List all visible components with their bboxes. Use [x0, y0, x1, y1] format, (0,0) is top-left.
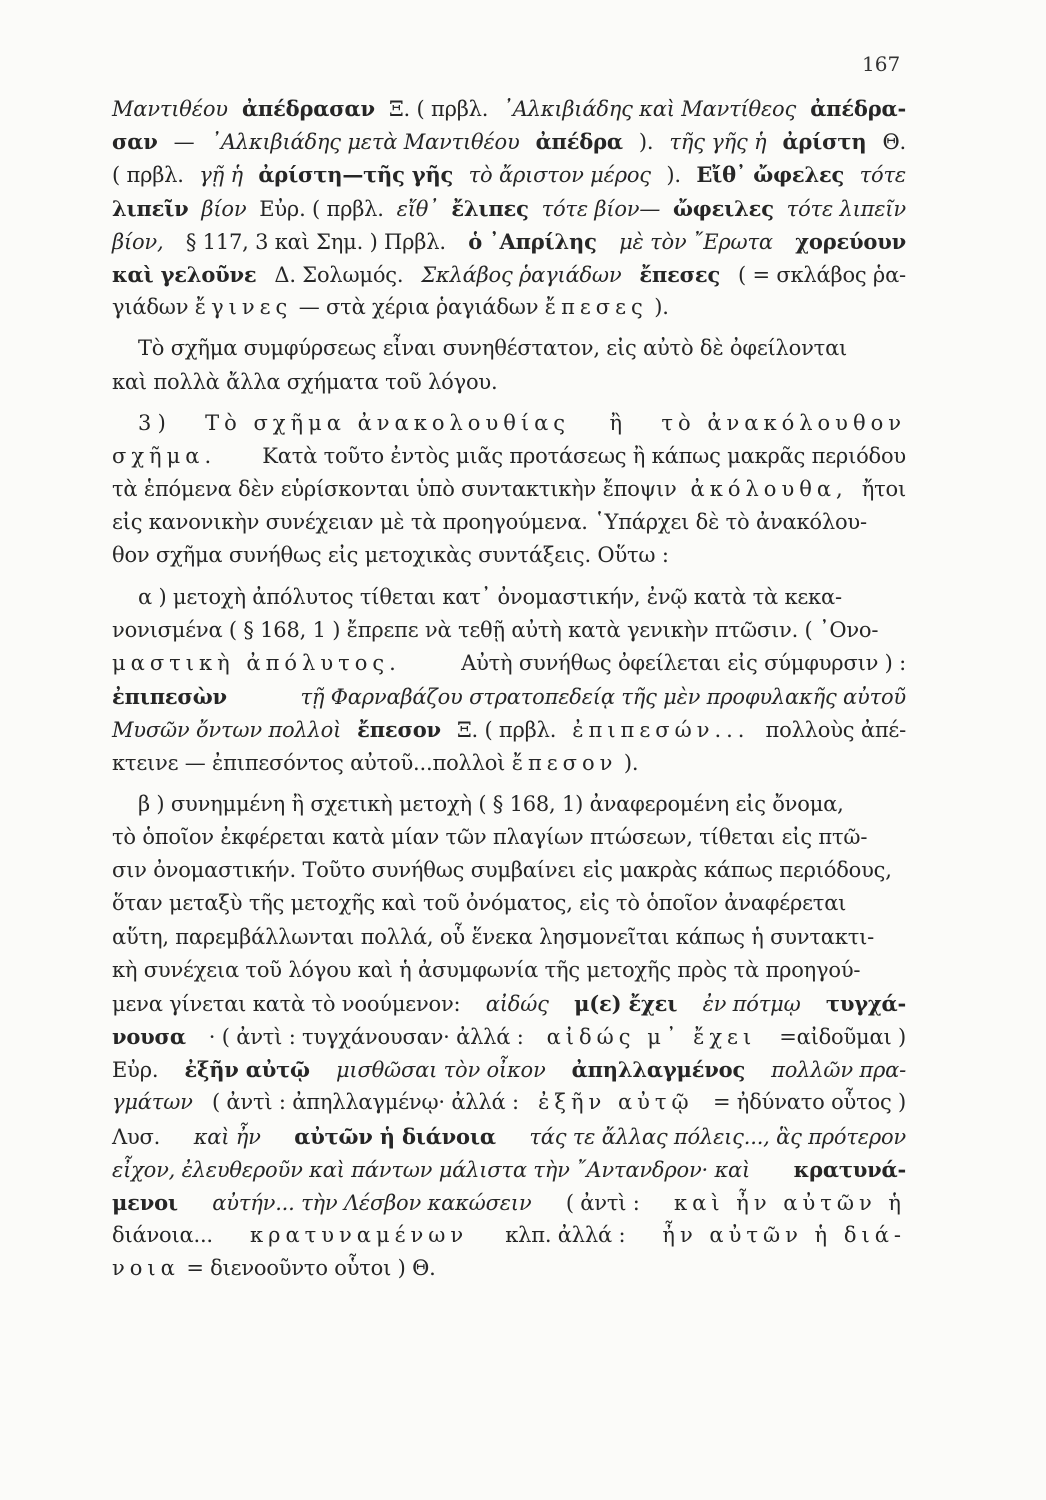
- text-segment: εἰς κανονικὴν συνέχειαν μὲ τὰ προηγούμενα. ῾Υπάρχει δὲ τὸ ἀνακόλου-: [112, 510, 867, 535]
- text-segment: κὴ συνέχεια τοῦ λόγου καὶ ἡ ἀσυμφωνία τῆς μετοχῆς πρὸς τὰ προηγού-: [112, 957, 861, 982]
- text-segment: ἤτοι: [861, 477, 906, 502]
- text-segment: μὲ τὸν ῎Ερωτα: [619, 229, 773, 254]
- text-line: [112, 1053, 906, 1086]
- text-segment: ).: [638, 130, 654, 155]
- text-segment: αἰδώς: [485, 991, 549, 1016]
- text-line: [112, 581, 906, 614]
- text-segment: β ) συνημμένη ἢ σχετικὴ μετοχὴ ( § 168, 1) ἀναφερομένη εἰς ὄνομα,: [138, 791, 844, 816]
- text-segment: Θ.: [882, 130, 906, 155]
- text-line: [112, 366, 906, 399]
- text-segment: ( ἀντὶ : ἀπηλλαγμένῳ· ἀλλά :: [211, 1090, 519, 1115]
- text-segment: σχῆμα.: [112, 443, 217, 468]
- text-segment: ἀπηλλαγμένος: [571, 1057, 746, 1083]
- text-segment: ( ἀντὶ :: [565, 1191, 640, 1215]
- text-segment: κτεινε — ἐπιπεσόντος αὐτοῦ...πολλοὶ: [112, 750, 506, 775]
- text-segment: βίον,: [112, 229, 164, 254]
- paragraph: [112, 92, 906, 324]
- text-segment: τότε βίον—: [541, 196, 661, 221]
- text-line: [112, 887, 906, 920]
- text-line: [112, 1120, 906, 1153]
- text-segment: Τὸ σχῆμα συμφύρσεως εἶναι συνηθέστατον, εἰς αὐτὸ δὲ ὀφείλονται: [138, 336, 848, 361]
- text-line: [112, 821, 906, 854]
- text-segment: ἀρίστη: [782, 129, 867, 155]
- text-segment: ἐπιπεσὼν: [112, 684, 227, 710]
- text-segment: =αἰδοῦμαι ): [779, 1025, 906, 1050]
- text-segment: μενοι: [112, 1190, 178, 1215]
- text-line: [112, 614, 906, 647]
- text-line: [112, 92, 906, 125]
- text-segment: Εὐρ.: [112, 1058, 159, 1083]
- text-line: [112, 747, 906, 780]
- text-segment: νοια: [112, 1256, 180, 1281]
- text-line: [112, 539, 906, 572]
- text-segment: καὶ ἦν: [193, 1124, 261, 1149]
- text-line: [112, 192, 906, 225]
- text-segment: = διενοοῦντο οὗτοι ) Θ.: [186, 1256, 436, 1281]
- text-segment: α ) μετοχὴ ἀπόλυτος τίθεται κατ᾽ ὀνομαστικήν, ἐνῷ κατὰ τὰ κεκα-: [138, 584, 842, 609]
- text-segment: Αὐτὴ συνήθως ὀφείλεται εἰς σύμφυρσιν ) :: [461, 651, 906, 675]
- text-segment: αὕτη, παρεμβάλλωνται πολλά, οὗ ἕνεκα λησμονεῖται κάπως ἡ συντακτι-: [112, 924, 875, 949]
- text-segment: λιπεῖν: [112, 195, 189, 221]
- text-segment: τὸ ἀνακόλουθον: [661, 410, 906, 435]
- text-segment: · ( ἀντὶ : τυγχάνουσαν· ἀλλά :: [208, 1025, 524, 1050]
- text-segment: ὤφειλες: [673, 195, 774, 221]
- text-segment: ἀπέδρα-: [810, 96, 906, 121]
- text-line: [112, 854, 906, 887]
- text-segment: κρατυνά-: [793, 1156, 906, 1182]
- text-segment: νουσα: [112, 1024, 186, 1050]
- text-segment: Σκλάβος ῥαγιάδων: [421, 262, 622, 287]
- text-segment: γμάτων: [112, 1090, 193, 1115]
- text-segment: ).: [666, 163, 681, 188]
- text-segment: ἔπεσες: [639, 261, 721, 287]
- text-segment: ἔγινες: [194, 295, 293, 320]
- text-line: [112, 1086, 906, 1119]
- text-segment: 3 ): [138, 410, 166, 435]
- text-segment: κλπ. ἀλλά :: [505, 1223, 626, 1248]
- text-segment: διάνοια...: [112, 1223, 213, 1248]
- paragraph-gap: [112, 573, 906, 581]
- text-segment: = ἠδύνατο οὗτος ): [712, 1090, 906, 1115]
- text-line: [112, 987, 906, 1020]
- text-segment: τῇ Φαρναβάζου στρατοπεδείᾳ τῆς μὲν προφυλακῆς αὐτοῦ: [300, 685, 906, 710]
- text-segment: Εὐρ. ( πρβλ.: [259, 196, 384, 221]
- text-segment: Ξ. ( πρβλ.: [388, 97, 489, 121]
- text-segment: νονισμένα ( § 168, 1 ) ἔπρεπε νὰ τεθῇ αὐτὴ κατὰ γενικὴν πτῶσιν. ( ᾽Ονο-: [112, 617, 879, 642]
- paragraph: [112, 332, 906, 398]
- text-segment: ).: [623, 750, 639, 775]
- text-segment: σαν: [112, 129, 158, 155]
- text-line: [112, 158, 906, 191]
- text-segment: ἀπέδρασαν: [241, 96, 375, 121]
- text-line: [112, 332, 906, 365]
- text-segment: ).: [654, 295, 669, 320]
- text-line: [112, 506, 906, 539]
- text-line: [112, 1186, 906, 1219]
- text-segment: αὐτῶν ἡ διάνοια: [294, 1123, 496, 1149]
- text-segment: μισθῶσαι τὸν οἶκον: [335, 1058, 546, 1083]
- text-segment: καὶ γελοῦνε: [112, 261, 257, 287]
- text-segment: κρατυναμένων: [249, 1223, 469, 1248]
- text-line: [112, 440, 906, 473]
- paragraph-gap: [112, 399, 906, 407]
- text-segment: πολλοὺς ἀπέ-: [765, 718, 906, 743]
- text-segment: ( πρβλ.: [112, 163, 184, 188]
- text-segment: ὁ ᾽Απρίλης: [468, 228, 597, 254]
- text-segment: καὶ πολλὰ ἄλλα σχήματα τοῦ λόγου.: [112, 369, 498, 394]
- text-segment: γιάδων: [112, 295, 189, 320]
- text-segment: ἔπεσον: [511, 750, 618, 775]
- text-segment: θον σχῆμα συνήθως εἰς μετοχικὰς συντάξεις. Οὕτω :: [112, 543, 669, 568]
- text-line: [112, 1219, 906, 1252]
- text-line: [112, 225, 906, 258]
- paragraph-gap: [112, 324, 906, 332]
- text-segment: ἀκόλουθα,: [690, 477, 848, 502]
- text-segment: ᾽Αλκιβιάδης μετὰ Μαντιθέου: [210, 130, 520, 155]
- text-segment: μενα γίνεται κατὰ τὸ νοούμενον:: [112, 991, 461, 1016]
- text-segment: μ(ε) ἔχει: [574, 990, 678, 1016]
- text-line: [112, 788, 906, 821]
- text-segment: σιν ὀνομαστικήν. Τοῦτο συνήθως συμβαίνει εἰς μακρὰς κάπως περιόδους,: [112, 858, 892, 883]
- text-segment: τῆς γῆς ἡ: [669, 130, 767, 155]
- text-segment: εἴθ᾽: [396, 196, 439, 221]
- text-segment: § 117, 3 καὶ Σημ. ) Πρβλ.: [185, 229, 446, 254]
- text-segment: Εἴθ᾽ ὤφελες: [696, 162, 845, 188]
- text-segment: Τὸ σχῆμα ἀνακολουθίας: [205, 410, 571, 435]
- text-line: [112, 407, 906, 440]
- text-line: [112, 713, 906, 746]
- text-segment: ἐπιπεσών...: [572, 718, 750, 743]
- text-segment: ἐξῆν αὐτῷ: [538, 1090, 694, 1115]
- text-segment: χορεύουν: [795, 228, 906, 254]
- paragraph-gap: [112, 780, 906, 788]
- text-segment: τὸ ὁποῖον ἐκφέρεται κατὰ μίαν τῶν πλαγίων πτώσεων, τίθεται εἰς πτῶ-: [112, 824, 868, 849]
- text-segment: αὐτήν... τὴν Λέσβον κακώσειν: [212, 1191, 532, 1215]
- text-line: [112, 680, 906, 713]
- text-segment: ( = σκλάβος ῥα-: [738, 262, 906, 287]
- paragraph: [112, 407, 906, 573]
- text-segment: Ξ. ( πρβλ.: [456, 718, 557, 743]
- text-segment: — στὰ χέρια ῥαγιάδων: [298, 295, 539, 320]
- page-body: [112, 92, 906, 1286]
- text-segment: τότε: [859, 163, 906, 188]
- text-segment: ἐξῆν αὐτῷ: [184, 1057, 310, 1083]
- text-segment: ἀρίστη—τῆς γῆς: [258, 162, 454, 188]
- text-segment: ἢ: [609, 410, 622, 435]
- text-line: [112, 1020, 906, 1053]
- text-line: [112, 921, 906, 954]
- text-line: [112, 258, 906, 291]
- text-line: [112, 291, 906, 324]
- text-segment: Μαντιθέου: [112, 97, 228, 121]
- text-segment: ἦν αὐτῶν ἡ διά-: [662, 1223, 906, 1248]
- text-line: [112, 954, 906, 987]
- text-segment: ἔπεσον: [357, 717, 441, 743]
- text-segment: Δ. Σολωμός.: [274, 262, 404, 287]
- text-segment: Μυσῶν ὄντων πολλοὶ: [112, 718, 342, 743]
- text-segment: —: [173, 130, 195, 155]
- text-segment: Κατὰ τοῦτο ἐντὸς μιᾶς προτάσεως ἢ κάπως μακρᾶς περιόδου: [262, 443, 906, 468]
- text-line: [112, 125, 906, 158]
- text-segment: τάς τε ἄλλας πόλεις..., ἃς πρότερον: [529, 1124, 906, 1149]
- text-segment: πολλῶν πρα-: [771, 1058, 906, 1083]
- text-segment: Λυσ.: [112, 1124, 161, 1149]
- text-segment: τότε λιπεῖν: [786, 196, 906, 221]
- text-line: [112, 1153, 906, 1186]
- text-line: [112, 647, 906, 680]
- text-segment: ἐν πότμῳ: [702, 991, 801, 1016]
- text-segment: ᾽Αλκιβιάδης καὶ Μαντίθεος: [502, 97, 797, 121]
- text-segment: ὅταν μεταξὺ τῆς μετοχῆς καὶ τοῦ ὀνόματος, εἰς τὸ ὁποῖον ἀναφέρεται: [112, 891, 847, 916]
- text-segment: τὰ ἑπόμενα δὲν εὑρίσκονται ὑπὸ συντακτικὴν ἔποψιν: [112, 477, 677, 502]
- text-line: [112, 1252, 906, 1285]
- text-segment: μαστικὴ ἀπόλυτος.: [112, 651, 401, 675]
- text-segment: τυγχά-: [825, 990, 906, 1016]
- text-segment: ἔπεσες: [544, 295, 648, 320]
- text-segment: ἔλιπες: [451, 195, 529, 221]
- text-segment: ἀπέδρα: [535, 129, 623, 155]
- text-segment: γῇ ἡ: [199, 163, 243, 188]
- text-segment: αἰδώς μ᾽ ἔχει: [546, 1025, 757, 1050]
- text-line: [112, 473, 906, 506]
- page-number: 167: [862, 52, 901, 76]
- text-segment: καὶ ἦν αὐτῶν ἡ: [674, 1191, 906, 1215]
- text-segment: βίον: [201, 196, 247, 221]
- text-segment: τὸ ἄριστον μέρος: [468, 163, 651, 188]
- paragraph: [112, 788, 906, 1286]
- paragraph: [112, 581, 906, 780]
- text-segment: εἶχον, ἐλευθεροῦν καὶ πάντων μάλιστα τὴν ῎Αντανδρον· καὶ: [112, 1157, 751, 1182]
